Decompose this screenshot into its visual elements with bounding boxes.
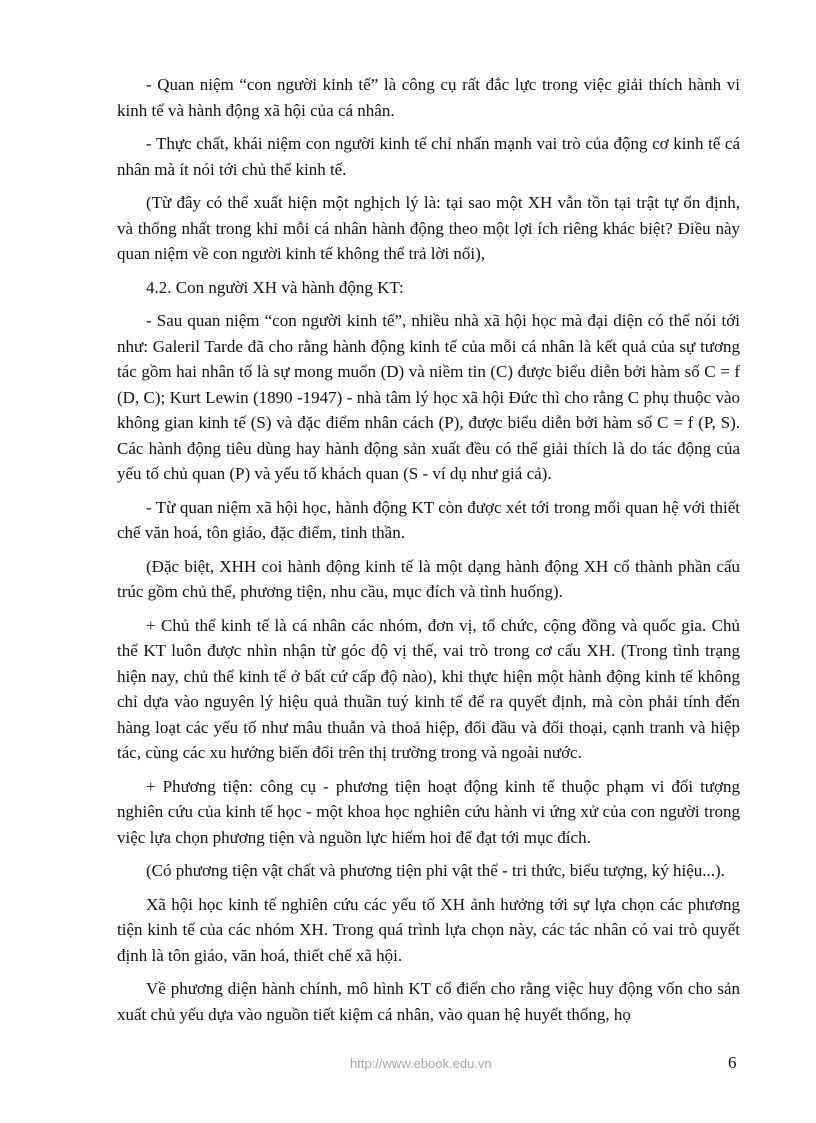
page-number: 6 [728,1053,737,1072]
paragraph-11: Xã hội học kinh tế nghiên cứu các yếu tố XH ảnh hưởng tới sự lựa chọn các phương tiện kinh tế của các nhóm XH. Trong quá trình lựa chọn này, các tác nhân có vai trò quyết định là tôn giáo, văn hoá, thiết chế xã hội. [117,894,740,965]
section-heading-4-2: 4.2. Con người XH và hành động KT: [146,277,404,297]
paragraph-9: + Phương tiện: công cụ - phương tiện hoạt động kinh tế thuộc phạm vi đối tượng nghiên cứu của kinh tế học - một khoa học nghiên cứu hành vi ứng xử của con người trong việc lựa chọn phương tiện và nguồn lực hiếm hoi để đạt tới mục đích. [117,776,740,847]
page-footer [0,1053,816,1077]
paragraph-2: - Thực chất, khái niệm con người kinh tế chỉ nhấn mạnh vai trò của động cơ kinh tế cá nhân mà ít nói tới chủ thể kinh tế. [117,134,740,179]
paragraph-5: - Sau quan niệm “con người kinh tế”, nhiều nhà xã hội học mà đại diện có thể nói tới như: Galeril Tarde đã cho rằng hành động kinh tế của mỗi cá nhân là kết quả của sự tương tác gồm hai nhân tố là sự mong muốn (D) và niềm tin (C) được biểu diễn bởi hàm số C = f (D, C); Kurt Lewin (1890 -1947) - nhà tâm lý học xã hội Đức thì cho rằng C phụ thuộc vào không gian kinh tế (S) và đặc điểm nhân cách (P), được biểu diễn bởi hàm số C = f (P, S). Các hành động tiêu dùng hay hành động sản xuất đều có thể giải thích là do tác động của yếu tố chủ quan (P) và yếu tố khách quan (S - ví dụ như giá cả). [117,311,740,483]
paragraph-12: Về phương diện hành chính, mô hình KT cổ điển cho rằng việc huy động vốn cho sản xuất chủ yếu dựa vào nguồn tiết kiệm cá nhân, vào quan hệ huyết thống, họ [117,979,740,1024]
paragraph-3: (Từ đây có thể xuất hiện một nghịch lý là: tại sao một XH vẫn tồn tại trật tự ổn định, và thống nhất trong khi mỗi cá nhân hành động theo một lợi ích riêng khác biệt? Điều này quan niệm về con người kinh tế không thể trả lời nổi), [117,193,740,263]
paragraph-6: - Từ quan niệm xã hội học, hành động KT còn được xét tới trong mối quan hệ với thiết chế văn hoá, tôn giáo, đặc điểm, tinh thần. [117,497,740,542]
body-text [117,72,740,1035]
paragraph-10: (Có phương tiện vật chất và phương tiện phi vật thể - tri thức, biểu tượng, ký hiệu...). [146,861,725,880]
footer-url-link[interactable]: http://www.ebook.edu.vn [350,1056,492,1071]
paragraph-8: + Chủ thể kinh tế là cá nhân các nhóm, đơn vị, tổ chức, cộng đồng và quốc gia. Chủ thể KT luôn được nhìn nhận từ góc độ vị thế, vai trò trong cơ cấu XH. (Trong tình trạng hiện nay, chủ thể kinh tế ở bất cứ cấp độ nào), khi thực hiện một hành động kinh tế không chỉ dựa vào nguyên lý hiệu quả thuần tuý kinh tế để ra quyết định, mà còn phải tính đến hàng loạt các yếu tố như mâu thuẫn và thoả hiệp, đối đầu và đối thoại, cạnh tranh và hiệp tác, cùng các xu hướng biến đổi trên thị trường trong và ngoài nước. [117,615,740,762]
paragraph-1: - Quan niệm “con người kinh tế” là công cụ rất đắc lực trong việc giải thích hành vi kinh tế và hành động xã hội của cá nhân. [117,75,740,120]
paragraph-7: (Đặc biệt, XHH coi hành động kinh tế là một dạng hành động XH cổ thành phần cấu trúc gồm chủ thể, phương tiện, nhu cầu, mục đích và tình huống). [117,556,740,601]
